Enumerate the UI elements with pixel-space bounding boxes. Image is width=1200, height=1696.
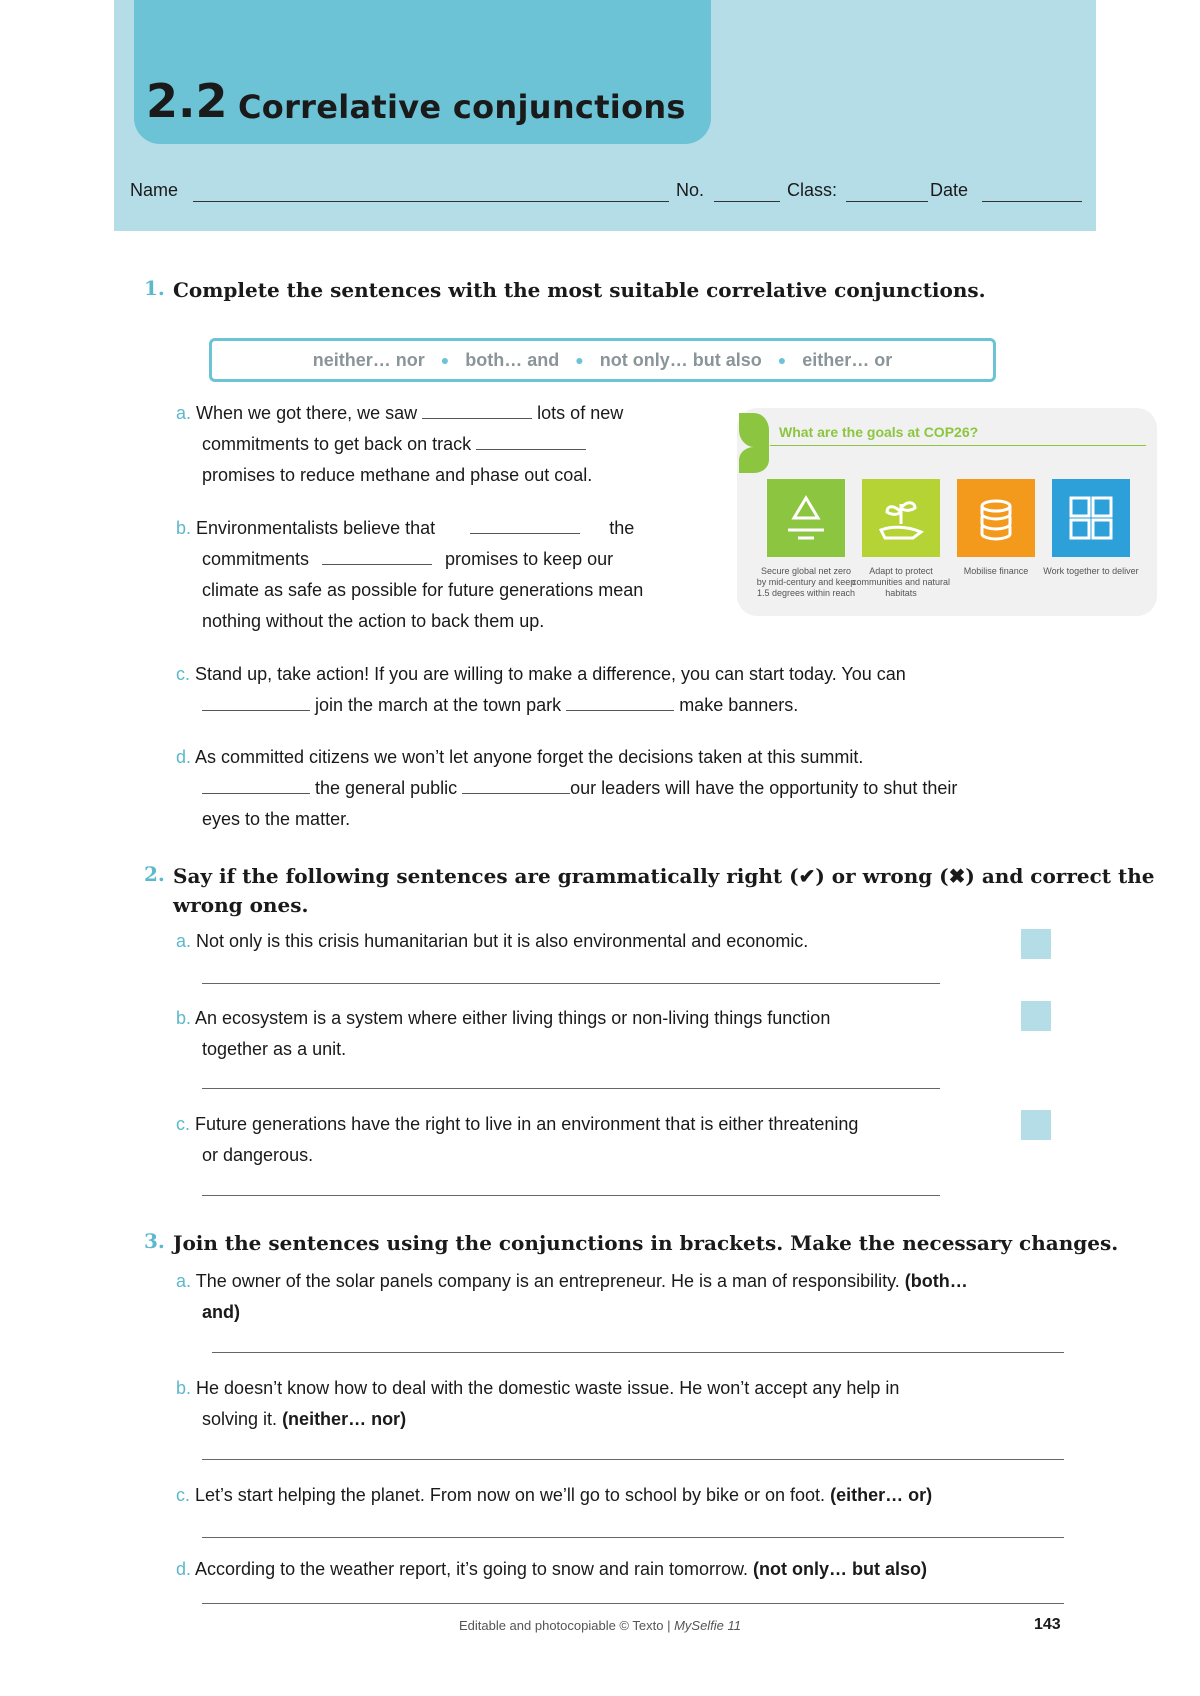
sentence-text: together as a unit.: [202, 1039, 347, 1059]
leaf-icon: [739, 413, 769, 447]
conjunction-hint: and): [202, 1302, 240, 1322]
item-letter: c.: [176, 1485, 191, 1505]
conjunction-hint: (either… or): [830, 1485, 933, 1505]
conjunction-hint: (neither… nor): [282, 1409, 407, 1429]
answer-line[interactable]: [212, 1352, 1064, 1353]
sentence-text: lots of new: [537, 403, 624, 423]
sentence-text: Environmentalists believe that: [196, 518, 436, 538]
name-field[interactable]: [193, 201, 669, 202]
blank-field[interactable]: [462, 775, 570, 794]
bullet-icon: ●: [777, 352, 787, 368]
footer: [0, 1618, 1200, 1633]
date-field[interactable]: [982, 201, 1082, 202]
item-letter: a.: [176, 1271, 192, 1291]
sentence-text: An ecosystem is a system where either living things or non-living things function: [195, 1008, 831, 1028]
exercise-3d: [176, 1554, 1066, 1585]
word-box: [209, 338, 996, 382]
coins-icon: [957, 479, 1035, 557]
class-label: Class:: [787, 180, 838, 200]
sentence-text: nothing without the action to back them up.: [202, 611, 545, 631]
answer-checkbox[interactable]: [1021, 929, 1051, 959]
item-letter: a.: [176, 931, 192, 951]
exercise-1b: [176, 513, 706, 637]
exercise-2-instruction-line1: Say if the following sentences are grammatically right (✔) or wrong (✖) and correct the: [173, 864, 1155, 888]
item-letter: a.: [176, 403, 192, 423]
exercise-2-instruction-line2: wrong ones.: [173, 893, 309, 917]
word-option: either… or: [802, 349, 893, 370]
class-field[interactable]: [846, 201, 928, 202]
divider: [770, 445, 1146, 446]
answer-line[interactable]: [202, 1603, 1064, 1604]
word-option: neither… nor: [312, 349, 425, 370]
sentence-text: The owner of the solar panels company is an entrepreneur. He is a man of responsibility.: [195, 1271, 900, 1291]
sentence-text: or dangerous.: [202, 1145, 314, 1165]
blank-field[interactable]: [202, 692, 310, 711]
sentence-text: When we got there, we saw: [196, 403, 418, 423]
item-letter: c.: [176, 1114, 191, 1134]
sentence-text: commitments to get back on track: [202, 434, 472, 454]
plant-in-hand-icon: [862, 479, 940, 557]
puzzle-icon: [1052, 479, 1130, 557]
blank-field[interactable]: [422, 400, 532, 419]
sentence-text: the general public: [315, 778, 458, 798]
answer-line[interactable]: [202, 1088, 940, 1089]
book-title: MySelfie 11: [674, 1618, 742, 1633]
sentence-text: promises to keep our: [445, 549, 614, 569]
sentence-text: According to the weather report, it’s going to snow and rain tomorrow.: [195, 1559, 748, 1579]
blank-field[interactable]: [202, 775, 310, 794]
item-letter: d.: [176, 747, 192, 767]
answer-line[interactable]: [202, 1537, 1064, 1538]
exercise-3a: [176, 1266, 1066, 1328]
sentence-text: commitments: [202, 549, 310, 569]
blank-field[interactable]: [322, 546, 432, 565]
exercise-1d: [176, 742, 1066, 835]
exercise-1-instruction: Complete the sentences with the most suitable correlative conjunctions.: [173, 278, 986, 302]
exercise-2-number: 2.: [144, 862, 165, 886]
sentence-text: Future generations have the right to live in an environment that is either threatening: [195, 1114, 859, 1134]
blank-field[interactable]: [566, 692, 674, 711]
answer-line[interactable]: [202, 1195, 940, 1196]
exercise-3-number: 3.: [144, 1229, 165, 1253]
answer-checkbox[interactable]: [1021, 1001, 1051, 1031]
sentence-text: climate as safe as possible for future generations mean: [202, 580, 644, 600]
section-title: Correlative conjunctions: [238, 88, 686, 126]
number-field[interactable]: [714, 201, 780, 202]
conjunction-hint: (both…: [904, 1271, 968, 1291]
exercise-3c: [176, 1480, 1066, 1511]
sentence-text: Stand up, take action! If you are willing to make a difference, you can start today. You can: [195, 664, 906, 684]
exercise-1c: [176, 659, 1066, 721]
item-letter: b.: [176, 1008, 192, 1028]
exercise-1-number: 1.: [144, 276, 165, 300]
item-letter: d.: [176, 1559, 192, 1579]
exercise-2a: [176, 926, 976, 957]
exercise-3-instruction: Join the sentences using the conjunctions in brackets. Make the necessary changes.: [173, 1231, 1119, 1255]
bullet-icon: ●: [575, 352, 584, 368]
recycle-icon: [767, 479, 845, 557]
conjunction-hint: (not only… but also): [753, 1559, 927, 1579]
name-label: Name: [130, 180, 179, 200]
sentence-text: He doesn’t know how to deal with the domestic waste issue. He won’t accept any help in: [196, 1378, 900, 1398]
goal-caption: Adapt to protect communities and natural habitats: [851, 566, 951, 598]
exercise-2c: [176, 1109, 976, 1171]
sentence-text: make banners.: [679, 695, 799, 715]
number-label: No.: [676, 180, 705, 200]
exercise-2b: [176, 1003, 976, 1065]
item-letter: b.: [176, 518, 192, 538]
sentence-text: the: [609, 518, 635, 538]
word-option: not only… but also: [599, 349, 762, 370]
exercise-3b: [176, 1373, 1066, 1435]
footer-text: Editable and photocopiable © Texto |: [458, 1618, 675, 1633]
sentence-text: As committed citizens we won’t let anyone forget the decisions taken at this summit.: [195, 747, 864, 767]
answer-checkbox[interactable]: [1021, 1110, 1051, 1140]
infographic-title: What are the goals at COP26?: [779, 424, 979, 440]
blank-field[interactable]: [470, 515, 580, 534]
exercise-1a: [176, 398, 706, 491]
item-letter: c.: [176, 664, 191, 684]
answer-line[interactable]: [202, 1459, 1064, 1460]
date-label: Date: [930, 180, 969, 200]
answer-line[interactable]: [202, 983, 940, 984]
section-number: 2.2: [146, 74, 228, 128]
goal-caption: Mobilise finance: [963, 566, 1029, 576]
sentence-text: Let’s start helping the planet. From now on we’ll go to school by bike or on foot.: [195, 1485, 826, 1505]
word-option: both… and: [465, 349, 560, 370]
blank-field[interactable]: [476, 431, 586, 450]
goal-caption: Secure global net zero by mid-century and keep 1.5 degrees within reach: [756, 566, 856, 598]
page-number: 143: [1034, 1616, 1061, 1633]
sentence-text: promises to reduce methane and phase out coal.: [202, 465, 593, 485]
sentence-text: eyes to the matter.: [202, 809, 351, 829]
item-letter: b.: [176, 1378, 192, 1398]
sentence-text: Not only is this crisis humanitarian but it is also environmental and economic.: [196, 931, 809, 951]
sentence-text: our leaders will have the opportunity to shut their: [570, 778, 958, 798]
sentence-text: solving it.: [202, 1409, 278, 1429]
leaf-icon: [739, 447, 769, 473]
sentence-text: join the march at the town park: [315, 695, 562, 715]
goal-caption: Work together to deliver: [1043, 566, 1139, 576]
bullet-icon: ●: [440, 352, 450, 368]
